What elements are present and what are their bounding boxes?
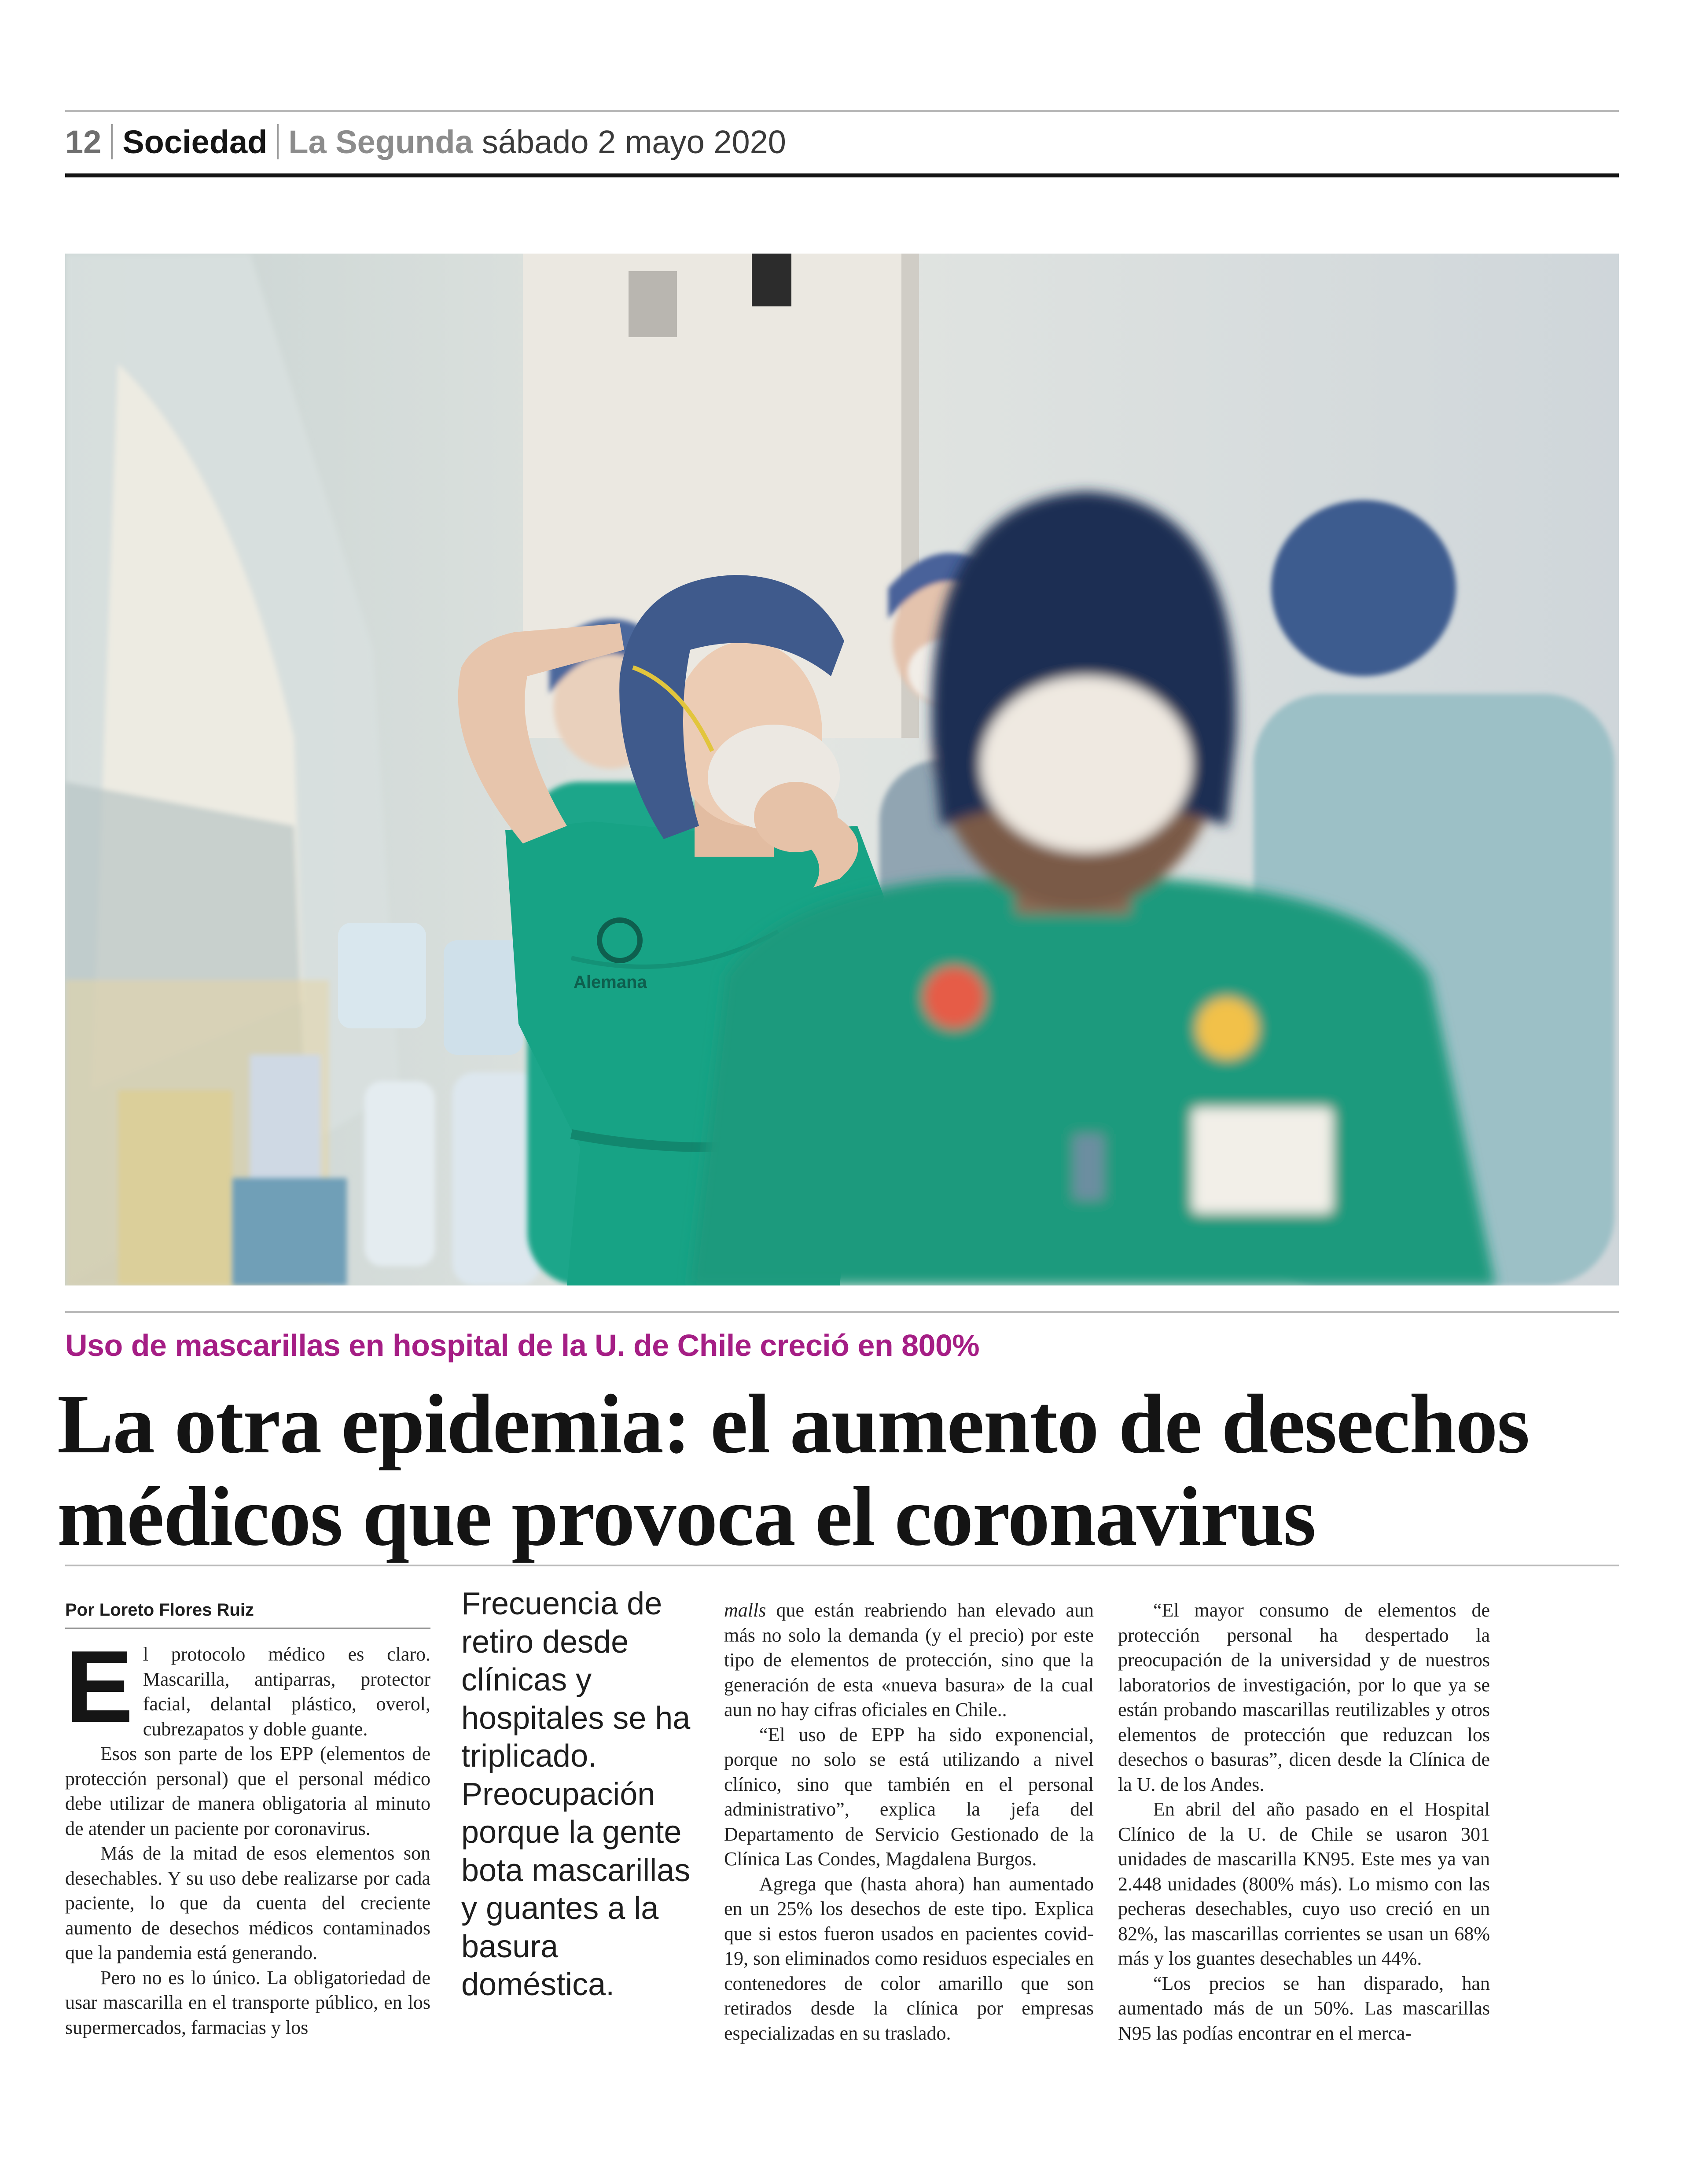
drop-cap: E [65, 1642, 133, 1744]
body-paragraph: “Los precios se han disparado, han aumentado más de un 50%. Las mascarillas N95 las podías encontrar en el merca- [1118, 1972, 1490, 2044]
italic-term: malls [724, 1599, 766, 1621]
publication-name: La Segunda [288, 123, 473, 160]
wall-sign [629, 271, 677, 337]
header-separator [111, 124, 113, 159]
running-head [65, 115, 1619, 168]
header-rule [65, 173, 1619, 177]
headline: La otra epidemia: el aumento de desechos médicos que provoca el coronavirus [57, 1377, 1529, 1563]
wall-panel [752, 254, 791, 306]
paragraph-text: l protocolo médico es claro. Mascarilla, antiparras, protector facial, delantal plástico, overol, cubrezapatos y doble guante. [143, 1643, 430, 1740]
body-paragraph: “El uso de EPP ha sido exponencial, porque no solo se está utilizando a nivel clínico, sino que también en el personal administrativo”, explica la jefa del Departamento de Servicio Gestionado de la Clínica Las Condes, Magdalena Burgos. [724, 1724, 1094, 1870]
body-paragraph [724, 1598, 1094, 1723]
section-name: Sociedad [122, 123, 268, 160]
lead-photo [65, 254, 1619, 1285]
body-paragraph: Esos son parte de los EPP (elementos de protección personal) que el personal médico debe utilizar de manera obligatoria al minuto de atender un paciente por coronavirus. [65, 1743, 430, 1839]
page-number: 12 [65, 123, 102, 160]
body-paragraph [65, 1642, 430, 1742]
top-rule [65, 110, 1619, 112]
body-paragraph: Pero no es lo único. La obligatoriedad de usar mascarilla en el transporte público, en los supermercados, farmacias y los [65, 1967, 430, 2038]
pull-quote: Frecuencia de retiro desde clínicas y hospitales se ha triplicado. Preocupación porque la gente bota mascarillas y guantes a la basura doméstica. [461, 1586, 691, 2002]
kicker: Uso de mascarillas en hospital de la U. de Chile creció en 800% [65, 1328, 980, 1363]
byline-rule [65, 1628, 430, 1629]
body-column-3 [724, 1598, 1094, 2146]
header-separator [277, 124, 279, 159]
body-paragraph: Agrega que (hasta ahora) han aumentado en un 25% los desechos de este tipo. Explica que si estos fueron usados en pacientes covid-19, son eliminados como residuos especiales en contenedores de color amarillo que son retirados desde la clínica por empresas especializadas en su traslado. [724, 1873, 1094, 2044]
body-paragraph: En abril del año pasado en el Hospital Clínico de la U. de Chile se usaron 301 unidades de mascarilla KN95. Este mes ya van 2.448 unidades (800% más). Lo mismo con las pecheras desechables, cuyo uso creció en un 82%, las mascarillas corrientes se usan un 68% más y los guantes desechables un 44%. [1118, 1798, 1490, 1969]
body-paragraph: “El mayor consumo de elementos de protección personal ha despertado la preocupación de la universidad y de nuestros laboratorios de investigación, por lo que ya se están probando mascarillas reutilizables y otros elementos de protección que reduzcan los desechos o basuras”, dicen desde la Clínica de la U. de los Andes. [1118, 1599, 1490, 1795]
issue-date: sábado 2 mayo 2020 [482, 123, 786, 160]
photo-rule [65, 1311, 1619, 1313]
paragraph-text: que están reabriendo han elevado aun más no solo la demanda (y el precio) por este tipo de elementos de protección, sino que la generación de esta «nueva basura» de la cual aun no hay cifras oficiales en Chile.. [724, 1599, 1094, 1720]
scrubs-logo-text: Alemana [574, 972, 647, 992]
body-column-1 [65, 1642, 430, 2144]
byline: Por Loreto Flores Ruiz [65, 1600, 254, 1620]
body-paragraph: Más de la mitad de esos elementos son desechables. Y su uso debe realizarse por cada paciente, lo que da cuenta del creciente aumento de desechos médicos contaminados que la pandemia está generando. [65, 1842, 430, 1963]
headline-rule [65, 1565, 1619, 1566]
body-column-4 [1118, 1598, 1490, 2146]
lead-photo-illustration [65, 254, 1619, 1285]
